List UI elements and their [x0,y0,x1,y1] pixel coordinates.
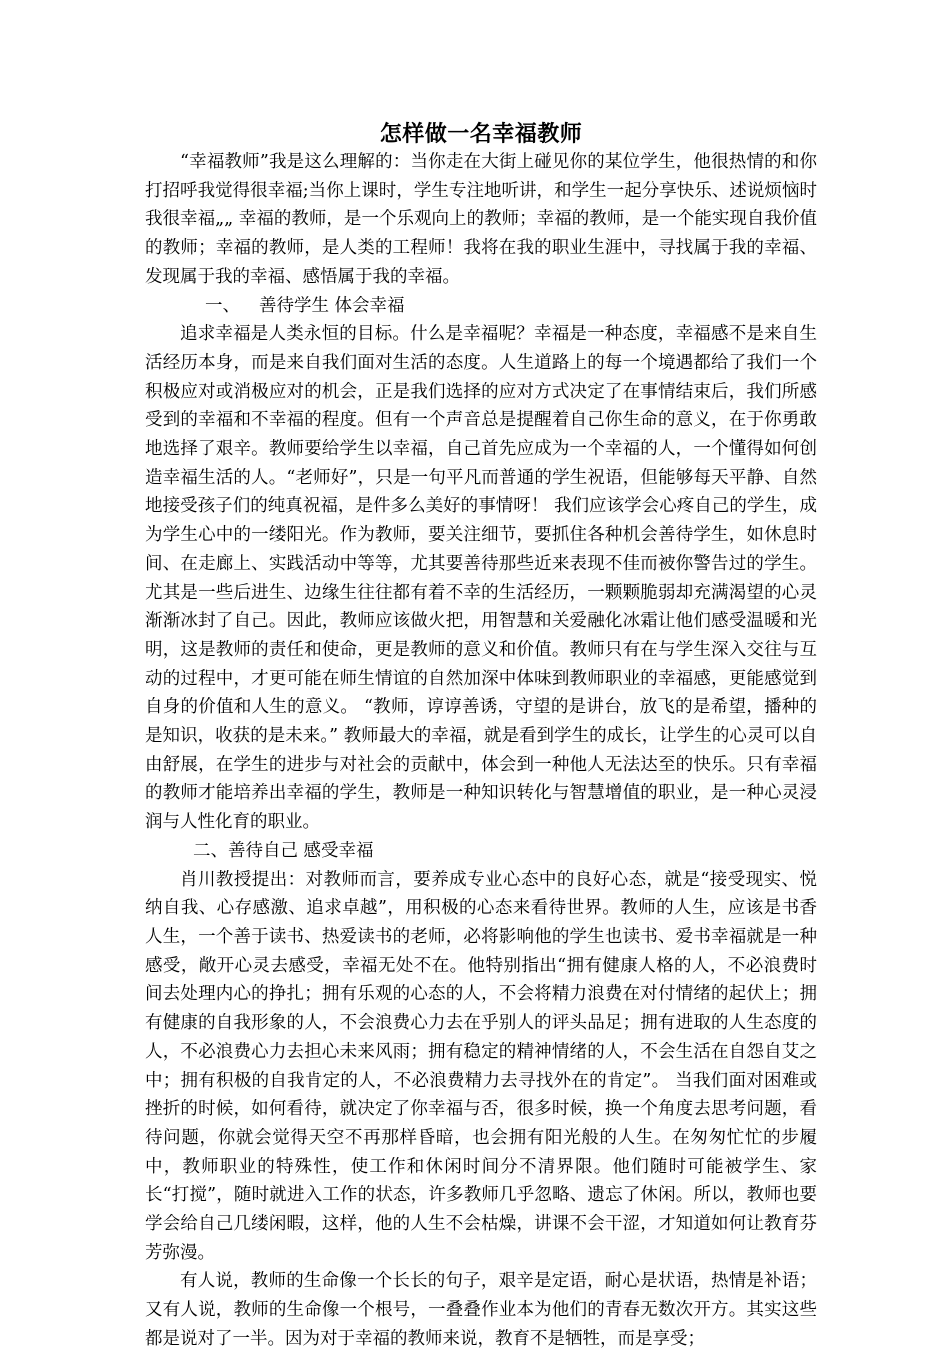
section-1-title: 善待学生 体会幸福 [259,295,405,316]
section-2-paragraph: 肖川教授提出：对教师而言，要养成专业心态中的良好心态，就是“接受现实、悦纳自我、心存感激、追求卓越”，用积极的心态来看待世界。教师的人生，应该是书香人生，一个善于读书、热爱读书的老师，必将影响他的学生也读书、爱书幸福就是一种感受，敞开心灵去感受，幸福无处不在。他特别指出“拥有健康人格的人，不必浪费时间去处理内心的挣扎；拥有乐观的心态的人，不会将精力浪费在对付情绪的起伏上；拥有健康的自我形象的人，不会浪费心力去在乎别人的评头品足；拥有进取的人生态度的人，不必浪费心力去担心未来风雨；拥有稳定的精神情绪的人，不会生活在自怨自艾之中；拥有积极的自我肯定的人，不必浪费精力去寻找外在的肯定”。 当我们面对困难或挫折的时候，如何看待，就决定了你幸福与否，很多时候，换一个角度去思考问题，看待问题，你就会觉得天空不再那样昏暗，也会拥有阳光般的人生。在匆匆忙忙的步履中，教师职业的特殊性，使工作和休闲时间分不清界限。他们随时可能被学生、家长“打搅”，随时就进入工作的状态，许多教师几乎忽略、遗忘了休闲。所以，教师也要学会给自己几缕闲暇，这样，他的人生不会枯燥，讲课不会干涩，才知道如何让教育芬芳弥漫。 [145,869,817,1263]
section-1-heading [145,292,817,321]
document-page [145,118,817,1354]
document-title: 怎样做一名幸福教师 [379,122,583,147]
section-1-paragraph: 追求幸福是人类永恒的目标。什么是幸福呢？幸福是一种态度，幸福感不是来自生活经历本身，而是来自我们面对生活的态度。人生道路上的每一个境遇都给了我们一个积极应对或消极应对的机会，正是我们选择的应对方式决定了在事情结束后，我们所感受到的幸福和不幸福的程度。但有一个声音总是提醒着自己你生命的意义，在于你勇敢地选择了艰辛。教师要给学生以幸福，自己首先应成为一个幸福的人，一个懂得如何创造幸福生活的人。“老师好”，只是一句平凡而普通的学生祝语，但能够每天平静、自然地接受孩子们的纯真祝福，是件多么美好的事情呀！ 我们应该学会心疼自己的学生，成为学生心中的一缕阳光。作为教师，要关注细节，要抓住各种机会善待学生，如休息时间、在走廊上、实践活动中等等，尤其要善待那些近来表现不佳而被你警告过的学生。尤其是一些后进生、边缘生往往都有着不幸的生活经历，一颗颗脆弱却充满渴望的心灵渐渐冰封了自己。因此，教师应该做火把，用智慧和关爱融化冰霜让他们感受温暖和光明，这是教师的责任和使命，更是教师的意义和价值。教师只有在与学生深入交往与互动的过程中，才更可能在师生情谊的自然加深中体味到教师职业的幸福感，更能感觉到自身的价值和人生的意义。 “教师，谆谆善诱，守望的是讲台，放飞的是希望，播种的是知识，收获的是未来。” 教师最大的幸福，就是看到学生的成长，让学生的心灵可以自由舒展，在学生的进步与对社会的贡献中，体会到一种他人无法达至的快乐。只有幸福的教师才能培养出幸福的学生，教师是一种知识转化与智慧增值的职业，是一种心灵浸润与人性化育的职业。 [145,324,817,833]
section-2-paragraph-2: 有人说，教师的生命像一个长长的句子，艰辛是定语，耐心是状语，热情是补语；又有人说，教师的生命像一个根号，一叠叠作业本为他们的青春无数次开方。其实这些都是说对了一半。因为对于幸福的教师来说，教育不是牺牲，而是享受； [145,1271,817,1349]
section-2-heading: 二、善待自己 感受幸福 [193,840,374,861]
intro-paragraph: “幸福教师”我是这么理解的：当你走在大街上碰见你的某位学生，他很热情的和你打招呼我觉得很幸福;当你上课时，学生专注地听讲，和学生一起分享快乐、述说烦恼时我很幸福„„ 幸福的教师，是一个乐观向上的教师；幸福的教师，是一个能实现自我价值的教师；幸福的教师，是人类的工程师！我将在我的职业生涯中，寻找属于我的幸福、发现属于我的幸福、感悟属于我的幸福。 [145,152,817,287]
section-1-number: 一、 [205,295,240,316]
